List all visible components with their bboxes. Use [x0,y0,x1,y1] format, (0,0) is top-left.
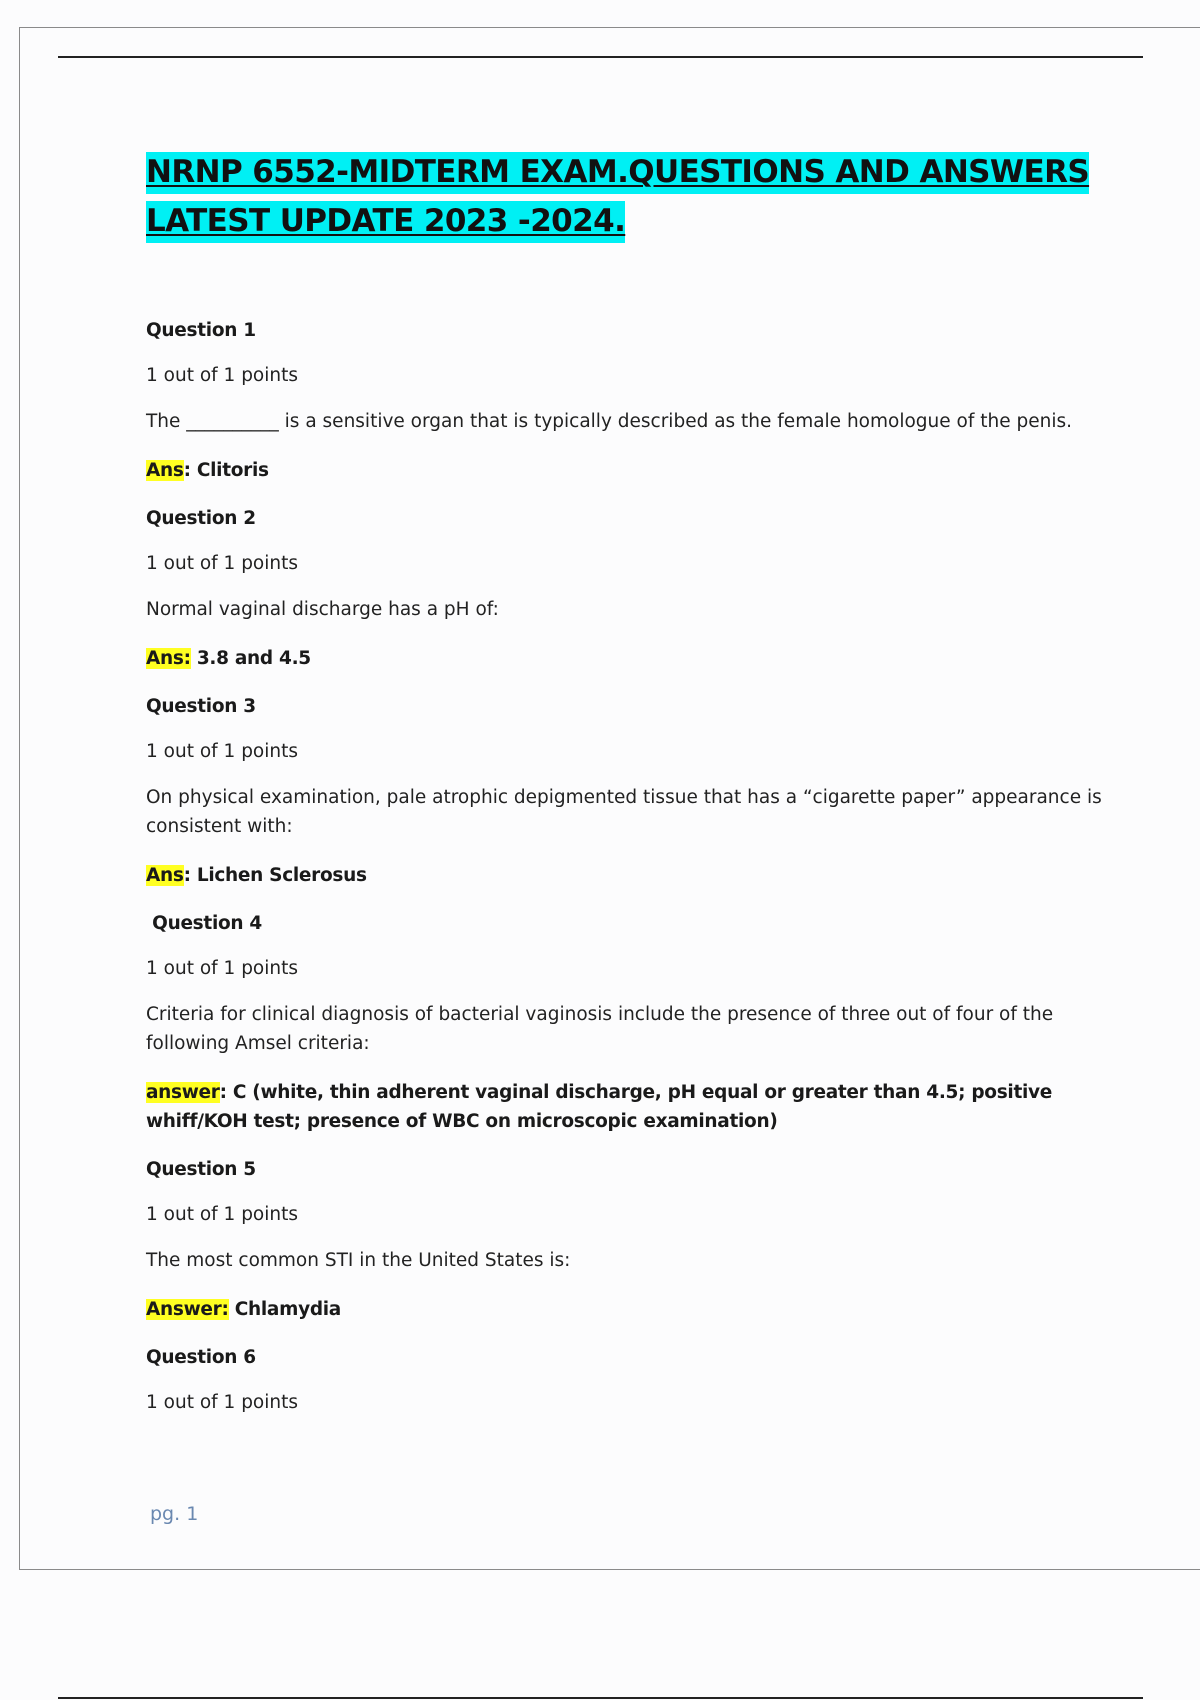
answer-label: answer [146,1082,220,1103]
question-text: The most common STI in the United States is: [146,1250,571,1271]
question-item [146,506,1106,673]
question-points: 1 out of 1 points [146,553,299,574]
page-number: pg. 1 [150,1503,199,1525]
question-heading: Question 3 [146,696,256,717]
answer-text: 3.8 and 4.5 [196,648,311,669]
question-heading: Question 4 [146,913,262,934]
question-answer [146,644,1106,673]
question-text: The __________ is a sensitive organ that is typically described as the female homologue of the penis. [146,411,1072,432]
question-heading: Question 1 [146,320,256,341]
title-line-2: LATEST UPDATE 2023 -2024. [146,201,625,243]
question-answer [146,861,1106,890]
question-item [146,1345,1106,1415]
question-item [146,911,1106,1136]
question-heading: Question 2 [146,508,256,529]
question-text: On physical examination, pale atrophic depigmented tissue that has a “cigarette paper” appearance is consistent with: [146,787,1102,837]
title-line-1: NRNP 6552-MIDTERM EXAM.QUESTIONS AND ANSWERS [146,152,1089,194]
document-content [146,148,1106,1434]
question-item [146,1157,1106,1324]
question-heading: Question 5 [146,1159,256,1180]
question-points: 1 out of 1 points [146,1204,299,1225]
answer-separator: : [183,865,197,886]
question-text: Normal vaginal discharge has a pH of: [146,599,499,620]
header-rule [58,56,1143,58]
answer-text: Clitoris [196,460,269,481]
question-points: 1 out of 1 points [146,958,299,979]
question-points: 1 out of 1 points [146,741,299,762]
answer-label: Ans [146,865,184,886]
question-item [146,694,1106,890]
answer-separator: : [183,460,197,481]
answer-label: Ans: [146,648,191,669]
document-title [146,148,1106,246]
question-answer [146,456,1106,485]
next-page-header-rule [58,1697,1143,1699]
answer-label: Ans [146,460,184,481]
answer-text: Chlamydia [234,1299,341,1320]
question-answer [146,1295,1106,1324]
question-answer [146,1078,1106,1136]
answer-text: Lichen Sclerosus [196,865,367,886]
question-points: 1 out of 1 points [146,1392,299,1413]
question-heading: Question 6 [146,1347,256,1368]
question-points: 1 out of 1 points [146,365,299,386]
answer-label: Answer: [146,1299,229,1320]
question-text: Criteria for clinical diagnosis of bacterial vaginosis include the presence of three out of four of the following Amsel criteria: [146,1004,1054,1054]
question-item [146,318,1106,485]
answer-separator: : [219,1082,233,1103]
answer-text: C (white, thin adherent vaginal discharge, pH equal or greater than 4.5; positive whiff/KOH test; presence of WBC on microscopic examination) [146,1082,1053,1132]
question-list [146,318,1106,1415]
